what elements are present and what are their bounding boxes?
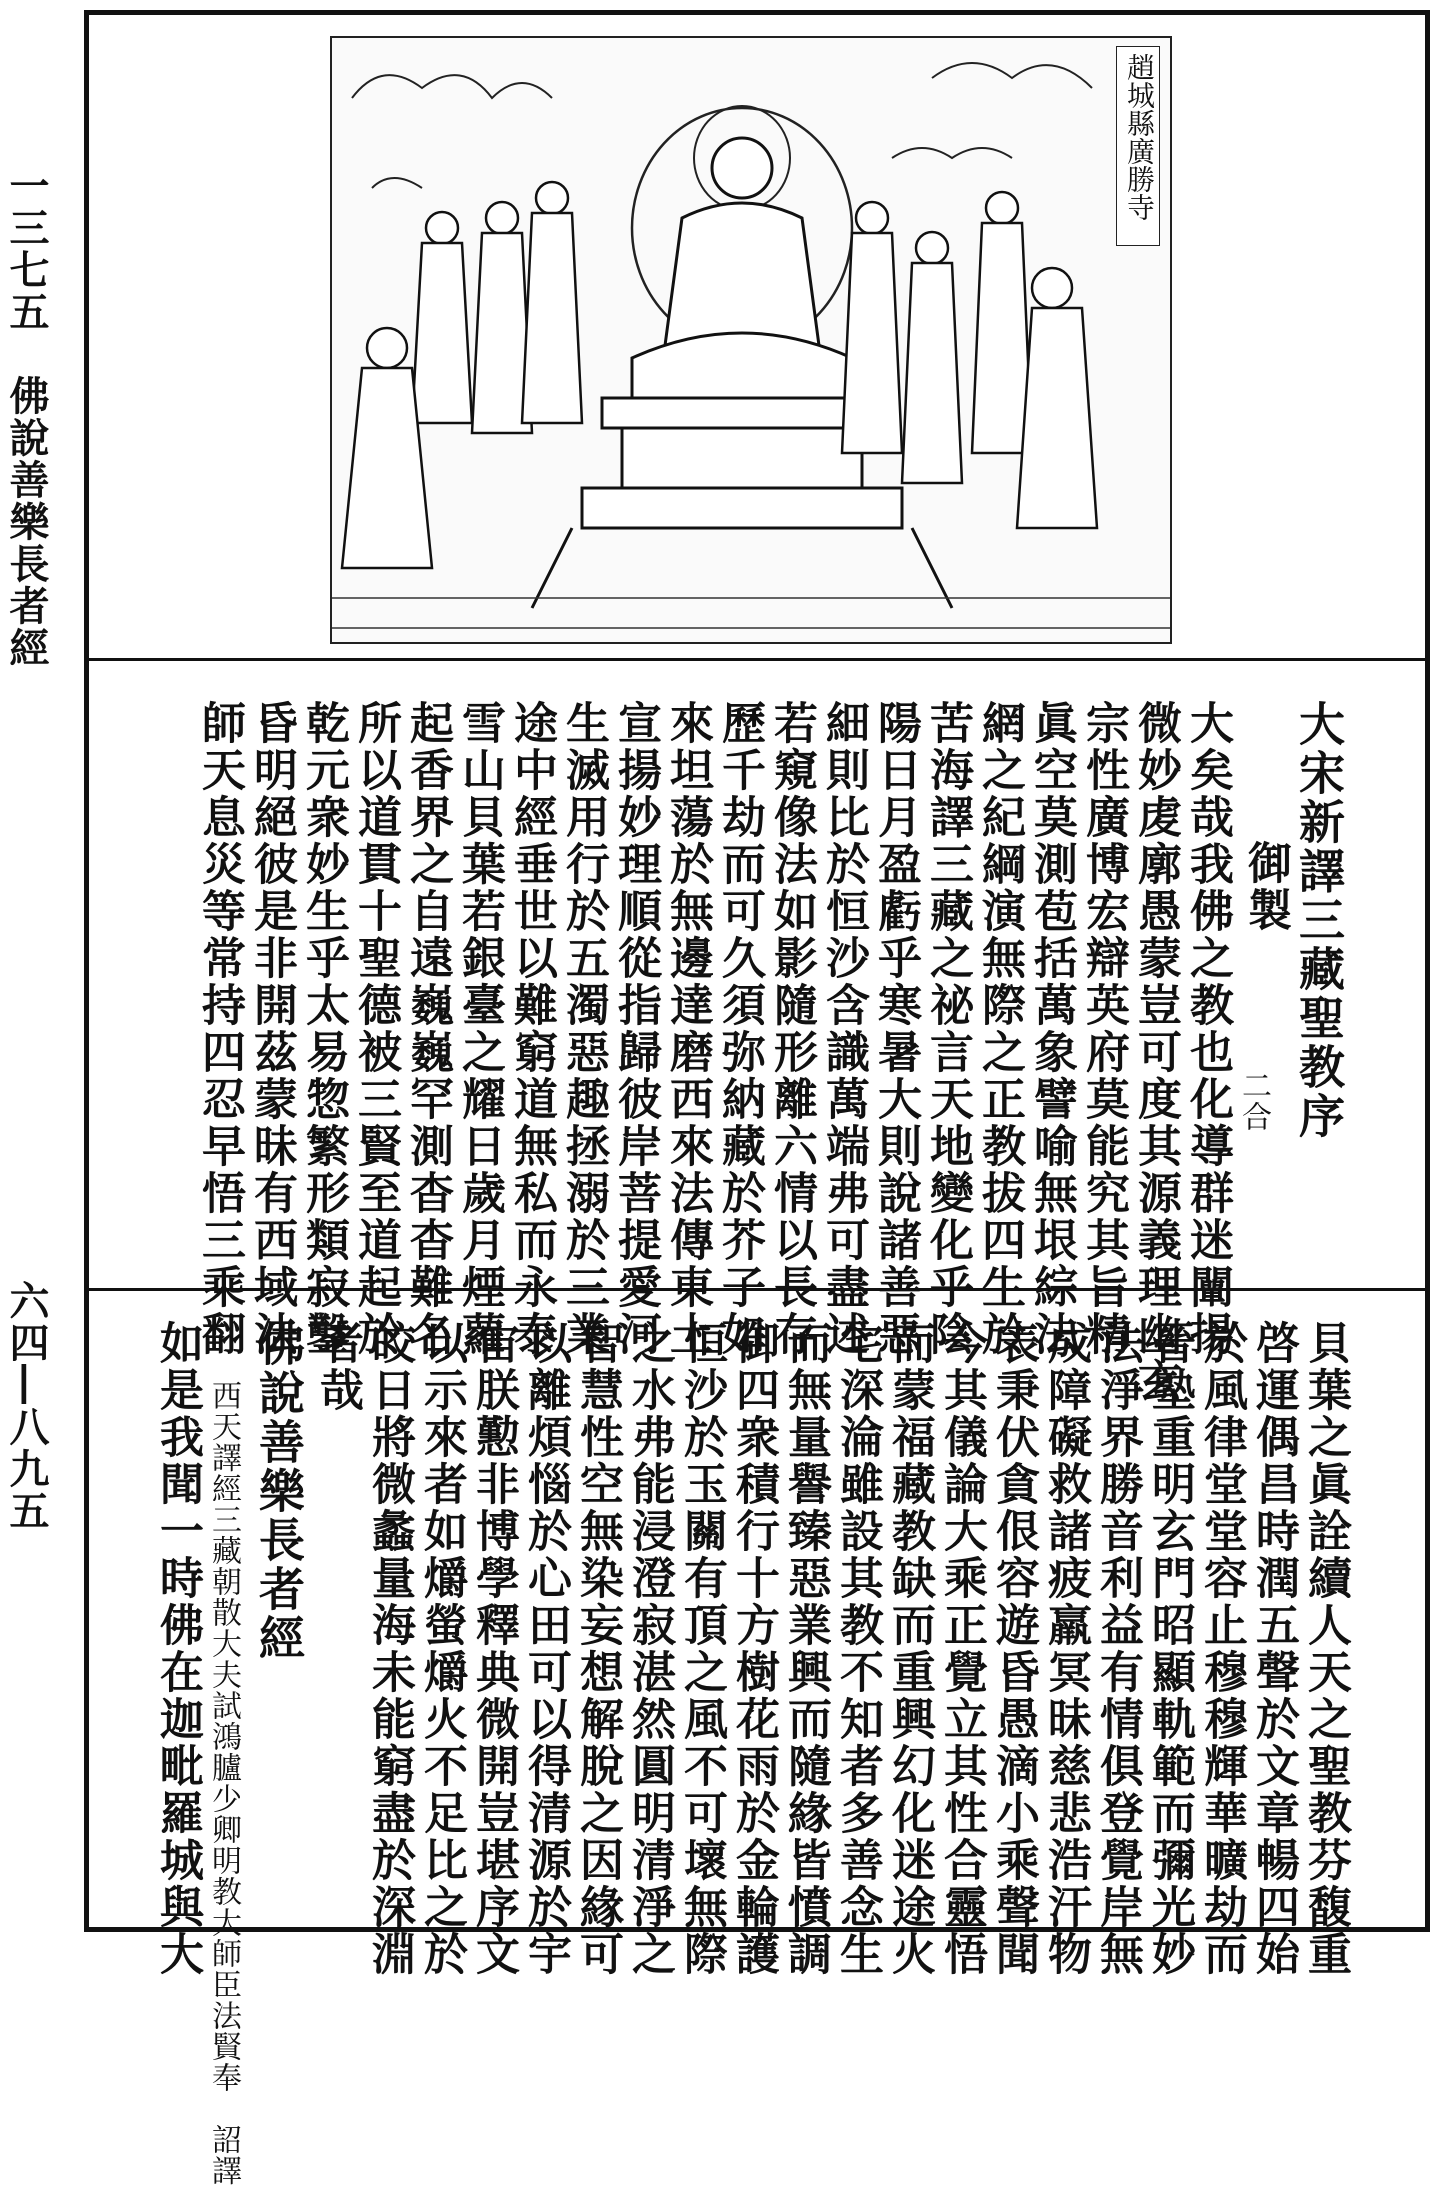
preface-column: 乾元衆妙生乎太易惣繁形類寂鑿 [298,700,349,1358]
continuation-column: 啓運偶昌時潤五聲於文章暢四始 [1248,1320,1299,1978]
frontispiece-illustration [330,36,1172,644]
preface-column: 大矣哉我佛之教也化導群迷闡揚 [1182,700,1233,1358]
continuation-column: 者哉 [312,1320,363,1414]
continuation-column: 表秉伏貪佷容遊昏愚滴小乘聲聞 [988,1320,1039,1978]
preface-column: 苦海譯三藏之祕言天地變化乎陰 [922,700,973,1358]
temple-caption: 趙城縣廣勝寺 [1116,46,1160,246]
preface-column: 眞空莫測苞括萬象譬喻無垠綜法 [1026,700,1077,1358]
preface-column: 來坦蕩於無邊達磨西來法傳東土 [662,700,713,1358]
continuation-column: 而無量譽臻惡業興而隨緣皆憤調 [780,1320,831,1978]
continuation-column: 成障礙救諸疲羸冥昧慈悲浩汗物 [1040,1320,1091,1978]
continuation-column: 宙朕懃非博學釋典微開豈堪序文 [468,1320,519,1978]
continuation-column: 今其儀論大乘正覺立其性合靈悟 [936,1320,987,1978]
sutra-title: 佛說善樂長者經 [252,1320,306,1663]
continuation-column: 以示來者如爝螢爝火不足比之於 [416,1320,467,1978]
sutra-first-line: 如是我聞一時佛在迦毗羅城與大 [152,1320,203,1978]
preface-column: 若窺像法如影隨形離六情以長存 [766,700,817,1358]
preface-column: 宣揚妙理順從指歸彼岸菩提愛河 [610,700,661,1358]
preface-column: 生滅用行於五濁惡趣拯溺於三業 [558,700,609,1358]
preface-title: 大宋新譯三藏聖教序 [1292,700,1346,1141]
continuation-column: 晉塾重明玄門昭顯軌範而彌光妙 [1144,1320,1195,1978]
preface-column: 雪山貝葉若銀臺之耀日歲月煙蘿 [454,700,505,1358]
continuation-column: 皎日將微蠡量海未能窮盡於深淵 [364,1320,415,1978]
preface-column: 途中經垂世以難窮道無私而永泰 [506,700,557,1358]
buddha-assembly-drawing [332,38,1172,644]
preface-column: 歷千劫而可久須弥納藏於芥子如 [714,700,765,1358]
preface-column: 微妙䖍廓愚蒙豈可度其源義理幽玄 [1130,700,1181,1405]
preface-column: 細則比於恒沙含識萬端弗可盡述 [818,700,869,1358]
continuation-column: 智慧性空無染妄想解脫之因緣可 [572,1320,623,1978]
preface-column: 所以道貫十聖德被三賢至道起於 [350,700,401,1358]
continuation-column: 而蒙福藏教缺而重興幻化迷途火 [884,1320,935,1978]
preface-column: 起香界之自遠巍巍罕測杳杳難名 [402,700,453,1358]
preface-byline: 御製 [1240,840,1291,934]
continuation-column: 御四衆積行十方樹花雨於金輪護 [728,1320,779,1978]
preface-column: 宗性廣博宏辯英府莫能究其旨精 [1078,700,1129,1358]
margin-page-number: 六四―八九五 [3,1280,50,1532]
continuation-column: 以離煩惱於心田可以得清源於宇 [520,1320,571,1978]
continuation-column: 之水弗能浸澄寂湛然圓明清淨之 [624,1320,675,1978]
preface-column: 陽日月盈虧乎寒暑大則說諸善惡 [870,700,921,1358]
continuation-column: 貝葉之眞詮續人天之聖教芬馥重 [1300,1320,1351,1978]
preface-mark: 二合 [1236,1070,1271,1132]
section-divider-top [88,658,1426,661]
preface-column: 師天息災等常持四忍早悟三乘翻 [194,700,245,1358]
preface-column: 昏明絕彼是非開茲蒙昧有西域法 [246,700,297,1358]
continuation-column: 於風律堂堂容止穆穆輝華曠劫而 [1196,1320,1247,1978]
translator-line: 西天譯經三藏朝散大夫試鴻臚少卿明教大師臣法賢奉 詔譯 [206,1380,241,2186]
continuation-column: 恒沙於玉關有頂之風不可壞無際 [676,1320,727,1978]
margin-running-title: 一三七五 佛說善樂長者經 [3,165,50,669]
continuation-column: 宅深淪雖設其教不知者多善念生 [832,1320,883,1978]
preface-column: 網之紀綱演無際之正教拔四生於 [974,700,1025,1358]
continuation-column: 法淨界勝音利益有情俱登覺岸無 [1092,1320,1143,1978]
